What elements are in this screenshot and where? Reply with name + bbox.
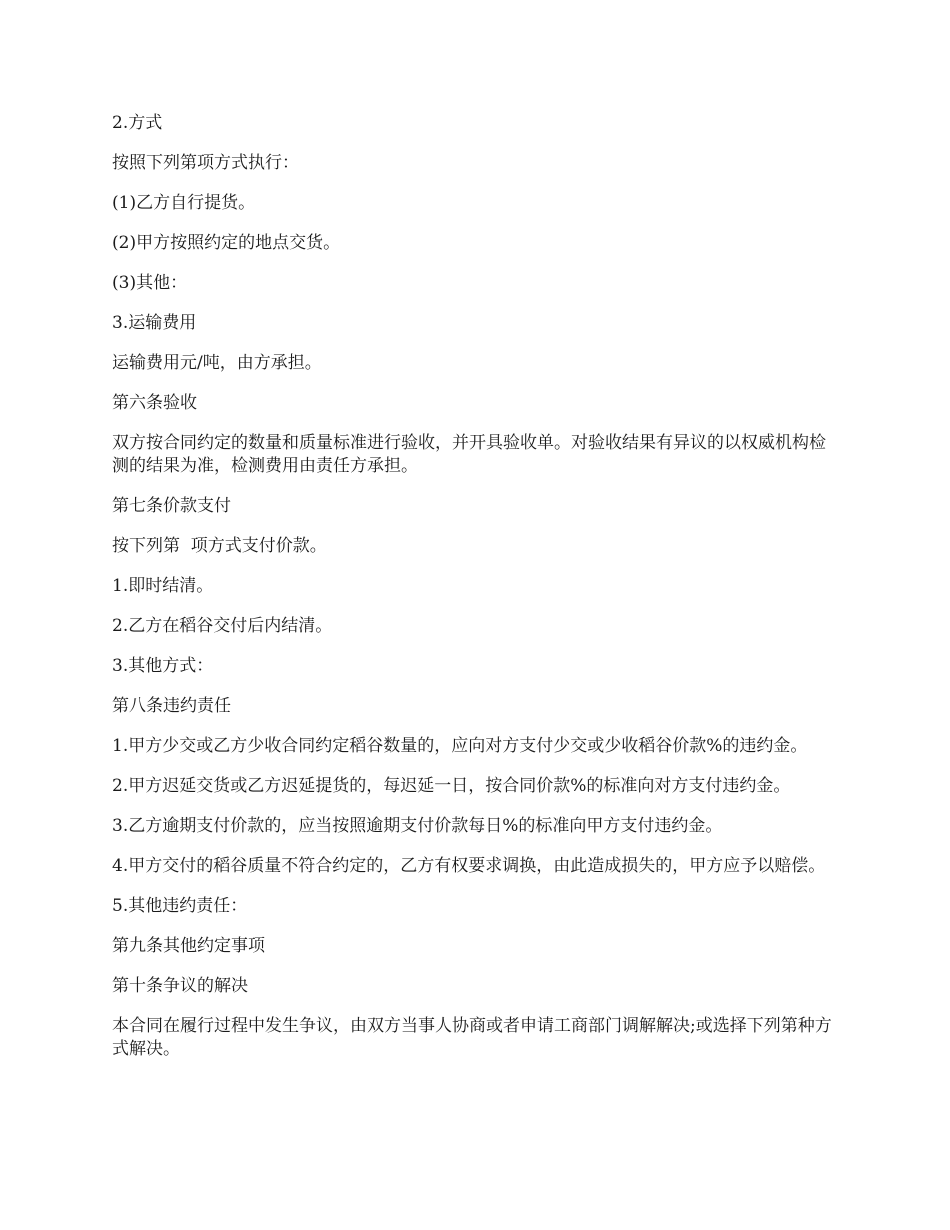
paragraph-payment-3: 3.其他方式： [112,656,214,676]
document-page [112,112,840,1078]
paragraph-liability-5: 5.其他违约责任： [112,896,248,916]
article-10-body: 本合同在履行过程中发生争议，由双方当事人协商或者申请工商部门调解解决;或选择下列第种方式解决。 [112,1016,832,1059]
article-10-heading: 第十条争议的解决 [112,976,248,996]
article-6-heading: 第六条验收 [112,393,197,413]
paragraph-delivery-method: 2.方式 [112,113,163,133]
article-6-body: 双方按合同约定的数量和质量标准进行验收，并开具验收单。对验收结果有异议的以权威机构检测的结果为准，检测费用由责任方承担。 [112,433,826,476]
paragraph-option-3: (3)其他： [112,273,188,293]
paragraph-liability-2: 2.甲方迟延交货或乙方迟延提货的，每迟延一日，按合同价款%的标准向对方支付违约金。 [112,776,791,796]
paragraph-transport-cost: 运输费用元/吨，由方承担。 [112,353,322,373]
paragraph-option-2: (2)甲方按照约定的地点交货。 [112,233,341,253]
article-7-heading: 第七条价款支付 [112,496,231,516]
paragraph-payment-2: 2.乙方在稻谷交付后内结清。 [112,616,333,636]
article-9-heading: 第九条其他约定事项 [112,936,265,956]
paragraph-transport-cost-heading: 3.运输费用 [112,313,197,333]
paragraph-option-1: (1)乙方自行提货。 [112,193,256,213]
paragraph-payment-choice: 按下列第 项方式支付价款。 [112,536,327,556]
paragraph-liability-3: 3.乙方逾期支付价款的，应当按照逾期支付价款每日%的标准向甲方支付违约金。 [112,816,723,836]
paragraph-payment-1: 1.即时结清。 [112,576,214,596]
paragraph-method-choice: 按照下列第项方式执行： [112,153,299,173]
article-8-heading: 第八条违约责任 [112,696,231,716]
paragraph-liability-1: 1.甲方少交或乙方少收合同约定稻谷数量的，应向对方支付少交或少收稻谷价款%的违约金。 [112,736,808,756]
paragraph-liability-4: 4.甲方交付的稻谷质量不符合约定的，乙方有权要求调换，由此造成损失的，甲方应予以赔偿。 [112,856,826,876]
